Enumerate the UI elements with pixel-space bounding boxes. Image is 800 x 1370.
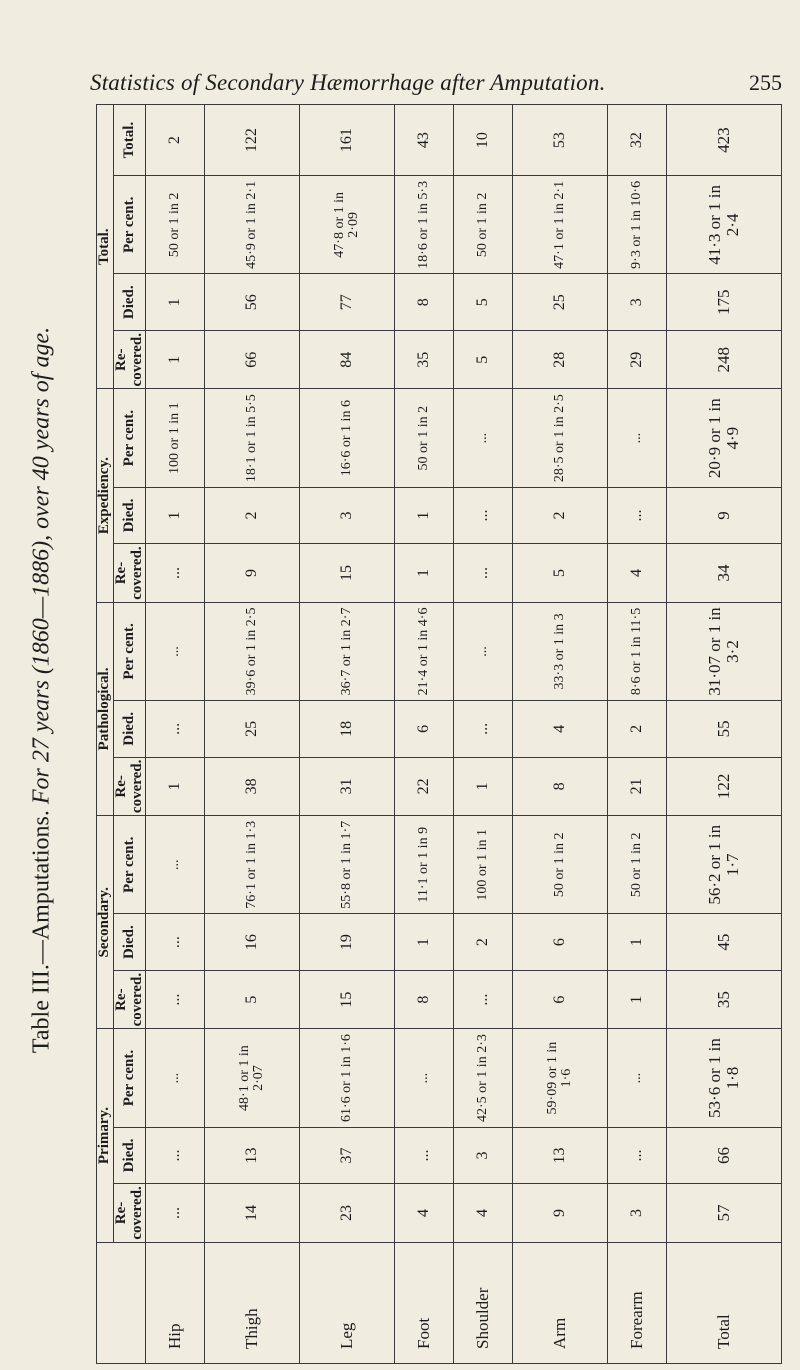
table-cell: ... — [146, 1127, 205, 1183]
table-cell: ... — [608, 389, 667, 487]
table-cell: 161 — [300, 105, 395, 176]
table-cell: 2 — [146, 105, 205, 176]
table-cell: 33·3 or 1 in 3 — [513, 602, 608, 700]
table-cell: ... — [454, 970, 513, 1029]
table-cell: 3 — [608, 274, 667, 330]
table-cell: 122 — [667, 757, 782, 816]
table-cell: 1 — [395, 487, 454, 543]
table-cell: 10 — [454, 105, 513, 176]
table-row — [608, 105, 667, 1364]
table-cell: 21·4 or 1 in 4·6 — [395, 602, 454, 700]
table-cell: 37 — [300, 1127, 395, 1183]
table-row — [667, 105, 782, 1364]
table-cell: 175 — [667, 274, 782, 330]
table-body — [146, 105, 782, 1364]
table-cell: 100 or 1 in 1 — [146, 389, 205, 487]
table-row — [395, 105, 454, 1364]
table-cell: 50 or 1 in 2 — [454, 176, 513, 274]
sub-header-died: Died. — [113, 701, 146, 757]
sub-header-total: Total. — [113, 105, 146, 176]
table-cell: 53 — [513, 105, 608, 176]
table-row — [300, 105, 395, 1364]
table-cell: 22 — [395, 757, 454, 816]
table-cell: 13 — [513, 1127, 608, 1183]
table-cell: 4 — [608, 544, 667, 603]
table-cell: ... — [146, 970, 205, 1029]
table-cell: 8·6 or 1 in 11·5 — [608, 602, 667, 700]
table-cell: ... — [146, 914, 205, 970]
table-cell: 423 — [667, 105, 782, 176]
table-cell: 35 — [667, 970, 782, 1029]
group-header-primary: Primary. — [97, 1029, 114, 1242]
table-cell: 2 — [513, 487, 608, 543]
table-cell: 39·6 or 1 in 2·5 — [205, 602, 300, 700]
table-cell: 50 or 1 in 2 — [513, 816, 608, 914]
table-cell: 47·8 or 1 in 2·09 — [300, 176, 395, 274]
table-cell: 29 — [608, 330, 667, 389]
row-label: Thigh — [205, 1242, 300, 1363]
table-cell: 45 — [667, 914, 782, 970]
table-cell: 23 — [300, 1184, 395, 1243]
table-cell: 18·6 or 1 in 5·3 — [395, 176, 454, 274]
table-row — [513, 105, 608, 1364]
row-label: Total — [667, 1242, 782, 1363]
group-header-expediency: Expediency. — [97, 389, 114, 602]
table-cell: 32 — [608, 105, 667, 176]
table-cell: 248 — [667, 330, 782, 389]
header-blank-cell — [97, 1242, 146, 1363]
table-cell: 61·6 or 1 in 1·6 — [300, 1029, 395, 1127]
table-cell: 15 — [300, 970, 395, 1029]
table-cell: ... — [146, 602, 205, 700]
sub-header-per-cent: Per cent. — [113, 176, 146, 274]
table-cell: 1 — [146, 330, 205, 389]
table-row — [454, 105, 513, 1364]
table-cell: 16 — [205, 914, 300, 970]
table-cell: 59·09 or 1 in 1·6 — [513, 1029, 608, 1127]
table-cell: 38 — [205, 757, 300, 816]
table-cell: 66 — [205, 330, 300, 389]
table-row — [146, 105, 205, 1364]
table-cell: 28·5 or 1 in 2·5 — [513, 389, 608, 487]
table-cell: 56·2 or 1 in 1·7 — [667, 816, 782, 914]
table-cell: ... — [146, 1184, 205, 1243]
table-cell: 6 — [395, 701, 454, 757]
table-cell: 1 — [608, 914, 667, 970]
table-cell: 9·3 or 1 in 10·6 — [608, 176, 667, 274]
table-cell: 35 — [395, 330, 454, 389]
table-cell: 25 — [513, 274, 608, 330]
running-header — [0, 68, 800, 102]
sub-header-row — [113, 105, 146, 1364]
table-cell: 5 — [454, 274, 513, 330]
table-cell: 4 — [395, 1184, 454, 1243]
table-cell: 2 — [454, 914, 513, 970]
table-cell: 8 — [513, 757, 608, 816]
table-cell: ... — [146, 816, 205, 914]
sub-header-per-cent: Per cent. — [113, 816, 146, 914]
table-cell: 9 — [205, 544, 300, 603]
table-cell: ... — [454, 389, 513, 487]
table-cell: 1 — [146, 487, 205, 543]
table-cell: 55 — [667, 701, 782, 757]
table-cell: ... — [454, 602, 513, 700]
sub-header-per-cent: Per cent. — [113, 1029, 146, 1127]
table-cell: 1 — [454, 757, 513, 816]
table-cell: 20·9 or 1 in 4·9 — [667, 389, 782, 487]
table-cell: 3 — [454, 1127, 513, 1183]
table-cell: ... — [454, 487, 513, 543]
table-row — [205, 105, 300, 1364]
table-cell: 8 — [395, 274, 454, 330]
table-cell: 3 — [300, 487, 395, 543]
table-cell: ... — [146, 544, 205, 603]
table-cell: 43 — [395, 105, 454, 176]
table-cell: 6 — [513, 970, 608, 1029]
table-caption — [12, 240, 72, 1140]
table-cell: 21 — [608, 757, 667, 816]
sub-header-died: Died. — [113, 1127, 146, 1183]
row-label: Leg — [300, 1242, 395, 1363]
table-cell: 42·5 or 1 in 2·3 — [454, 1029, 513, 1127]
table-cell: 5 — [205, 970, 300, 1029]
table-cell: 50 or 1 in 2 — [608, 816, 667, 914]
table-cell: 19 — [300, 914, 395, 970]
table-cell: 41·3 or 1 in 2·4 — [667, 176, 782, 274]
group-header-pathological: Pathological. — [97, 602, 114, 815]
table-cell: 1 — [395, 914, 454, 970]
sub-header-per-cent: Per cent. — [113, 602, 146, 700]
group-header-total: Total. — [97, 105, 114, 390]
table-cell: ... — [454, 701, 513, 757]
sub-header-recovered: Re-covered. — [113, 1184, 146, 1243]
table-cell: 28 — [513, 330, 608, 389]
table-cell: 14 — [205, 1184, 300, 1243]
row-label: Foot — [395, 1242, 454, 1363]
table-cell: 4 — [513, 701, 608, 757]
table-cell: 13 — [205, 1127, 300, 1183]
table-cell: 16·6 or 1 in 6 — [300, 389, 395, 487]
table-cell: 25 — [205, 701, 300, 757]
table-cell: 18·1 or 1 in 5·5 — [205, 389, 300, 487]
rotated-table-wrapper — [96, 104, 782, 1364]
sub-header-recovered: Re-covered. — [113, 544, 146, 603]
table-cell: 76·1 or 1 in 1·3 — [205, 816, 300, 914]
row-label: Hip — [146, 1242, 205, 1363]
table-cell: 8 — [395, 970, 454, 1029]
table-cell: 36·7 or 1 in 2·7 — [300, 602, 395, 700]
table-cell: ... — [146, 701, 205, 757]
table-cell: 50 or 1 in 2 — [146, 176, 205, 274]
table-cell: ... — [395, 1127, 454, 1183]
table-cell: 5 — [513, 544, 608, 603]
running-title: Statistics of Secondary Hæmorrhage after Amputation. — [90, 70, 606, 95]
table-cell: 6 — [513, 914, 608, 970]
row-label: Arm — [513, 1242, 608, 1363]
sub-header-recovered: Re-covered. — [113, 970, 146, 1029]
group-header-secondary: Secondary. — [97, 816, 114, 1029]
table-cell: 31·07 or 1 in 3·2 — [667, 602, 782, 700]
group-header-row — [97, 105, 114, 1364]
sub-header-recovered: Re-covered. — [113, 330, 146, 389]
table-cell: 66 — [667, 1127, 782, 1183]
table-cell: 15 — [300, 544, 395, 603]
page-number: 255 — [749, 70, 782, 95]
sub-header-died: Died. — [113, 487, 146, 543]
table-cell: ... — [608, 487, 667, 543]
table-cell: 84 — [300, 330, 395, 389]
table-cell: 1 — [146, 757, 205, 816]
table-cell: 1 — [395, 544, 454, 603]
table-cell: 9 — [667, 487, 782, 543]
table-cell: 55·8 or 1 in 1·7 — [300, 816, 395, 914]
amputation-statistics-table — [96, 104, 782, 1364]
table-cell: 31 — [300, 757, 395, 816]
table-cell: 1 — [608, 970, 667, 1029]
table-cell: 3 — [608, 1184, 667, 1243]
table-cell: 48·1 or 1 in 2·07 — [205, 1029, 300, 1127]
table-cell: 18 — [300, 701, 395, 757]
table-cell: 50 or 1 in 2 — [395, 389, 454, 487]
table-cell: 57 — [667, 1184, 782, 1243]
table-cell: 9 — [513, 1184, 608, 1243]
sub-header-died: Died. — [113, 914, 146, 970]
table-caption-period: For 27 years (1860—1886), over 40 years of age. — [28, 326, 55, 805]
sub-header-per-cent: Per cent. — [113, 389, 146, 487]
table-cell: 11·1 or 1 in 9 — [395, 816, 454, 914]
row-label: Forearm — [608, 1242, 667, 1363]
table-cell: 2 — [205, 487, 300, 543]
table-cell: ... — [454, 544, 513, 603]
table-cell: 1 — [146, 274, 205, 330]
table-cell: 2 — [608, 701, 667, 757]
table-cell: 34 — [667, 544, 782, 603]
table-cell: ... — [146, 1029, 205, 1127]
table-cell: 122 — [205, 105, 300, 176]
table-cell: ... — [608, 1029, 667, 1127]
table-cell: 4 — [454, 1184, 513, 1243]
table-cell: 5 — [454, 330, 513, 389]
table-cell: 45·9 or 1 in 2·1 — [205, 176, 300, 274]
table-caption-label: Table III.—Amputations. — [28, 810, 55, 1054]
table-cell: ... — [395, 1029, 454, 1127]
table-cell: ... — [608, 1127, 667, 1183]
table-cell: 56 — [205, 274, 300, 330]
row-label: Shoulder — [454, 1242, 513, 1363]
table-cell: 100 or 1 in 1 — [454, 816, 513, 914]
table-cell: 77 — [300, 274, 395, 330]
table-cell: 47·1 or 1 in 2·1 — [513, 176, 608, 274]
sub-header-recovered: Re-covered. — [113, 757, 146, 816]
sub-header-died: Died. — [113, 274, 146, 330]
table-cell: 53·6 or 1 in 1·8 — [667, 1029, 782, 1127]
